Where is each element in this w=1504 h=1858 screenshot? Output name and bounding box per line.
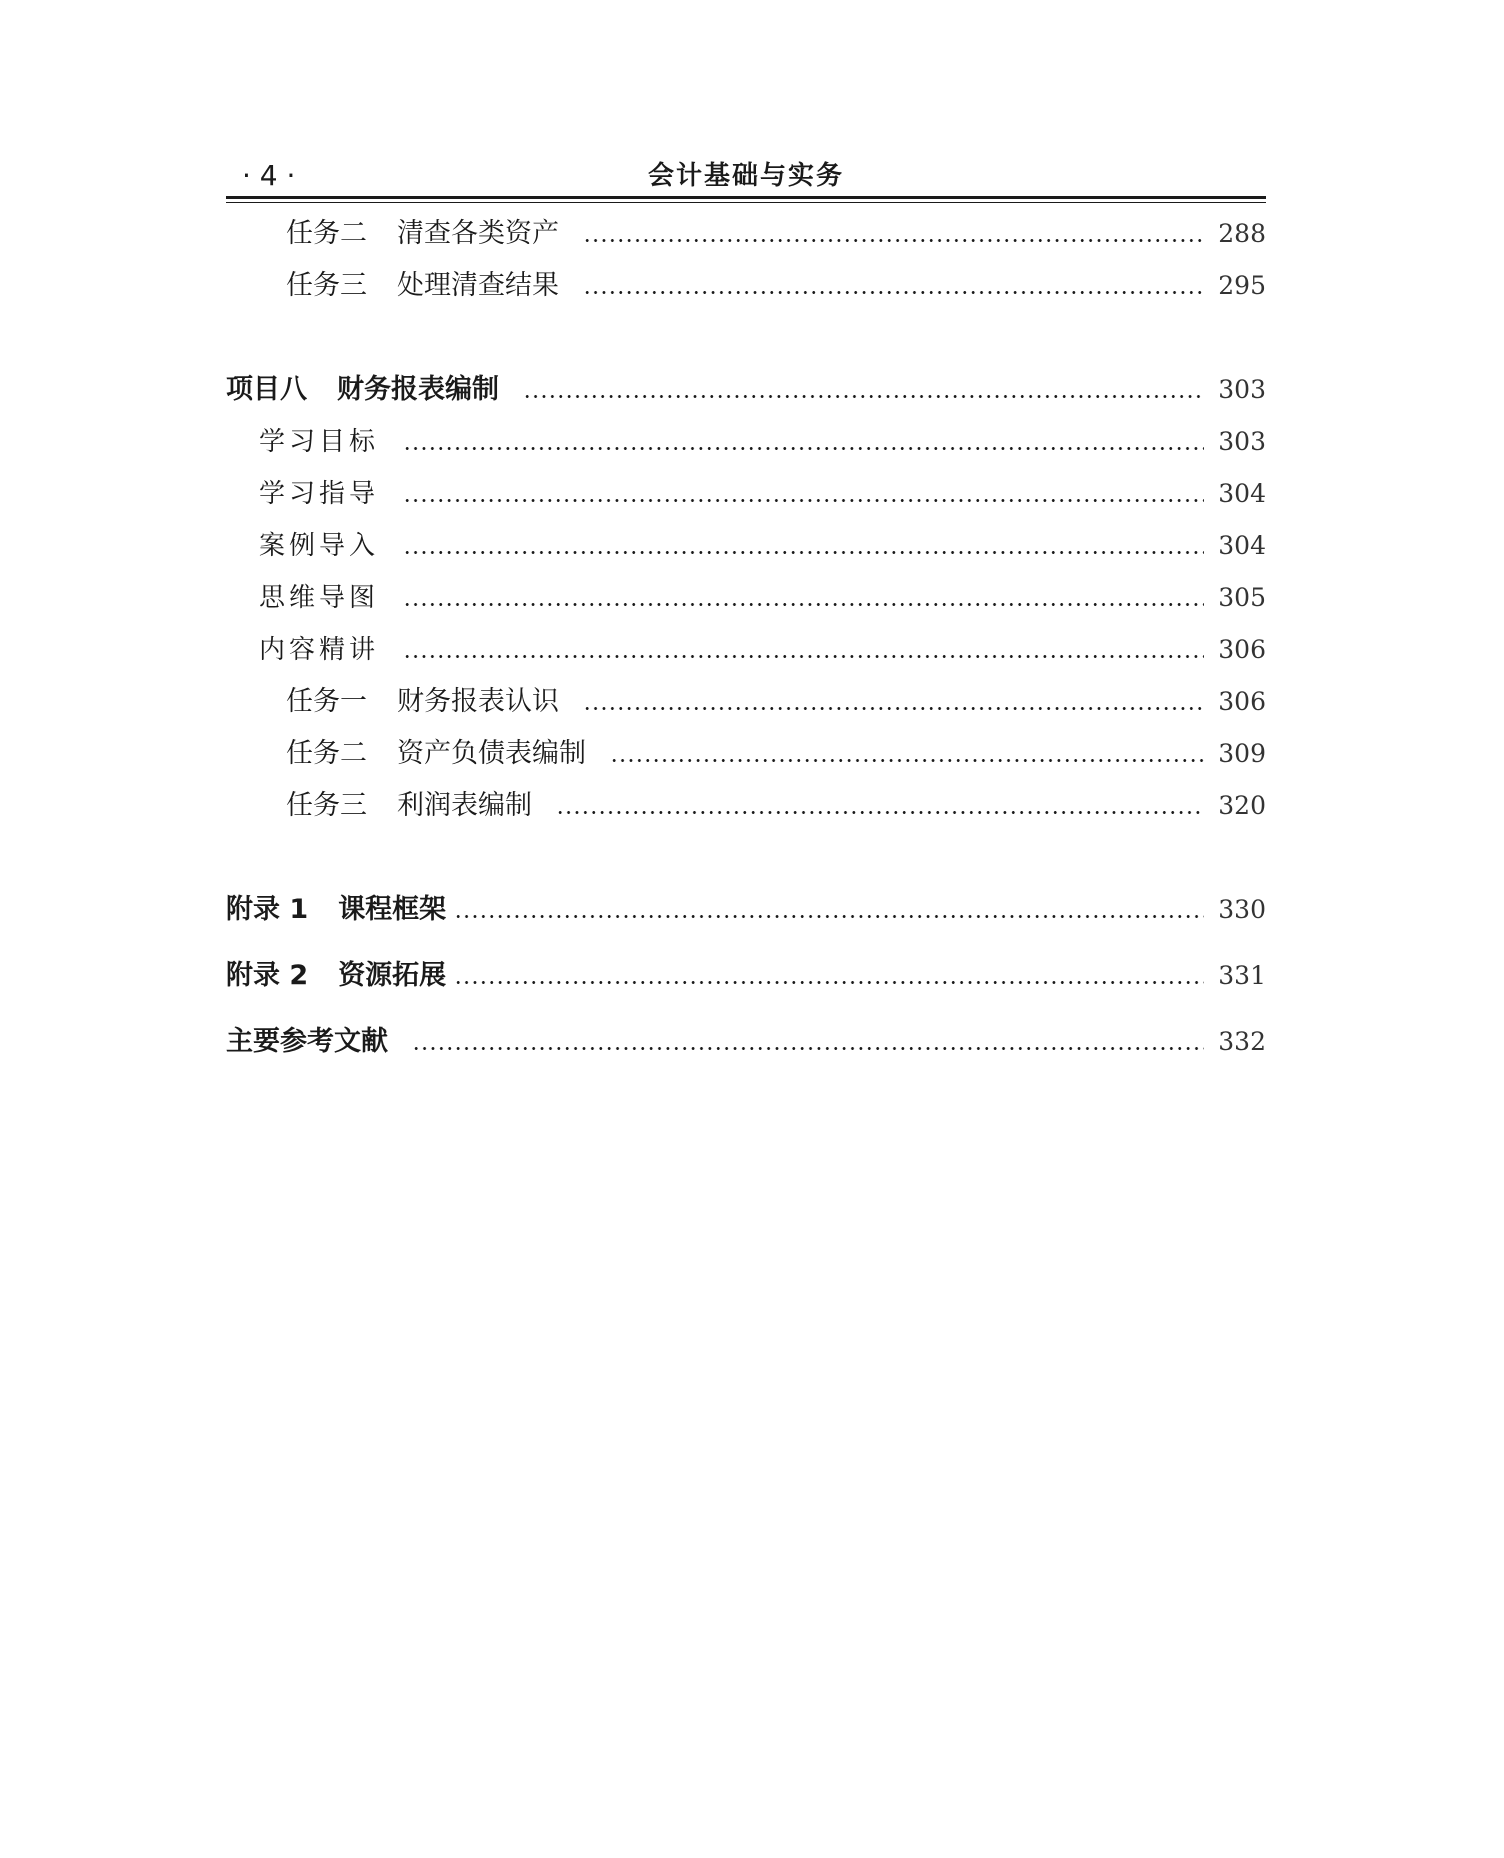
dot-leader: [454, 915, 1204, 918]
toc-entry-page: 303: [1218, 427, 1266, 456]
toc-entry-label: [286, 214, 559, 254]
toc-entry-title: 学习指导: [259, 479, 380, 509]
toc-entry-title: 课程框架: [338, 894, 447, 925]
toc-entry-prefix: 任务三: [286, 270, 367, 301]
toc-entry-title: 处理清查结果: [397, 270, 559, 301]
toc-entry[interactable]: [286, 786, 1266, 826]
book-title: 会计基础与实务: [647, 161, 844, 191]
dot-leader: [412, 1047, 1204, 1050]
dot-leader: [556, 811, 1204, 814]
toc-entry-title: 主要参考文献: [226, 1026, 388, 1057]
toc-entry[interactable]: [259, 630, 1266, 670]
toc-entry-prefix: 附录 1: [226, 894, 309, 925]
toc-entry-page: 306: [1218, 635, 1266, 664]
toc-entry[interactable]: [259, 474, 1266, 514]
toc-entry-page: 295: [1218, 271, 1266, 300]
toc-entry-page: 331: [1218, 961, 1266, 990]
toc-entry-page: 309: [1218, 739, 1266, 768]
toc-entry-page: 288: [1218, 219, 1266, 248]
toc-entry[interactable]: [259, 422, 1266, 462]
toc-entry-page: 320: [1218, 791, 1266, 820]
toc-entry-label: [286, 734, 586, 774]
toc-entry-title: 思维导图: [259, 583, 380, 613]
toc-entry-label: [286, 682, 559, 722]
toc-entry-page: 304: [1218, 479, 1266, 508]
toc-entry[interactable]: [226, 956, 1266, 996]
dot-leader: [454, 981, 1204, 984]
toc-entry-page: 332: [1218, 1027, 1266, 1056]
dot-leader: [403, 551, 1204, 554]
toc-entry-label: [286, 266, 559, 306]
toc-entry-label: [226, 370, 499, 410]
header-rule-thick: [226, 196, 1266, 199]
toc-entry-page: 305: [1218, 583, 1266, 612]
toc-entry-title: 利润表编制: [397, 790, 532, 821]
dot-leader: [403, 603, 1204, 606]
page-number: · 4 ·: [242, 159, 296, 192]
dot-leader: [523, 395, 1204, 398]
toc-entry-page: 304: [1218, 531, 1266, 560]
dot-leader: [403, 499, 1204, 502]
toc-entry-prefix: 任务二: [286, 738, 367, 769]
toc-entry-title: 财务报表编制: [337, 374, 499, 405]
dot-leader: [583, 291, 1204, 294]
toc-entry-title: 案例导入: [259, 531, 380, 561]
toc-entry-prefix: 附录 2: [226, 960, 309, 991]
toc-entry-label: [286, 786, 532, 826]
dot-leader: [403, 655, 1204, 658]
toc-entry-page: 330: [1218, 895, 1266, 924]
toc-entry-prefix: 任务一: [286, 686, 367, 717]
toc-entry-prefix: 任务二: [286, 218, 367, 249]
toc-entry[interactable]: [286, 734, 1266, 774]
toc-entry[interactable]: [259, 578, 1266, 618]
toc-entry[interactable]: [226, 370, 1266, 410]
running-header: [226, 158, 1266, 194]
toc-entry-title: 内容精讲: [259, 635, 380, 665]
toc-entry-prefix: 项目八: [226, 374, 307, 405]
toc-entry-title: 资产负债表编制: [397, 738, 586, 769]
toc-entry[interactable]: [286, 682, 1266, 722]
toc-entry[interactable]: [226, 890, 1266, 930]
toc-entry-title: 财务报表认识: [397, 686, 559, 717]
toc-entry-page: 303: [1218, 375, 1266, 404]
toc-entry[interactable]: [286, 214, 1266, 254]
dot-leader: [610, 759, 1204, 762]
toc-entry[interactable]: [226, 1022, 1266, 1062]
toc-entry[interactable]: [286, 266, 1266, 306]
dot-leader: [583, 707, 1204, 710]
toc-entry-title: 资源拓展: [338, 960, 447, 991]
toc-entry-label: [226, 956, 446, 996]
toc-entry-title: 学习目标: [259, 427, 380, 457]
header-rule-thin: [226, 202, 1266, 203]
toc-entry-prefix: 任务三: [286, 790, 367, 821]
toc-entry-title: 清查各类资产: [397, 218, 559, 249]
dot-leader: [403, 447, 1204, 450]
toc-entry-page: 306: [1218, 687, 1266, 716]
toc-entry-label: [226, 890, 446, 930]
dot-leader: [583, 239, 1204, 242]
toc-entry[interactable]: [259, 526, 1266, 566]
